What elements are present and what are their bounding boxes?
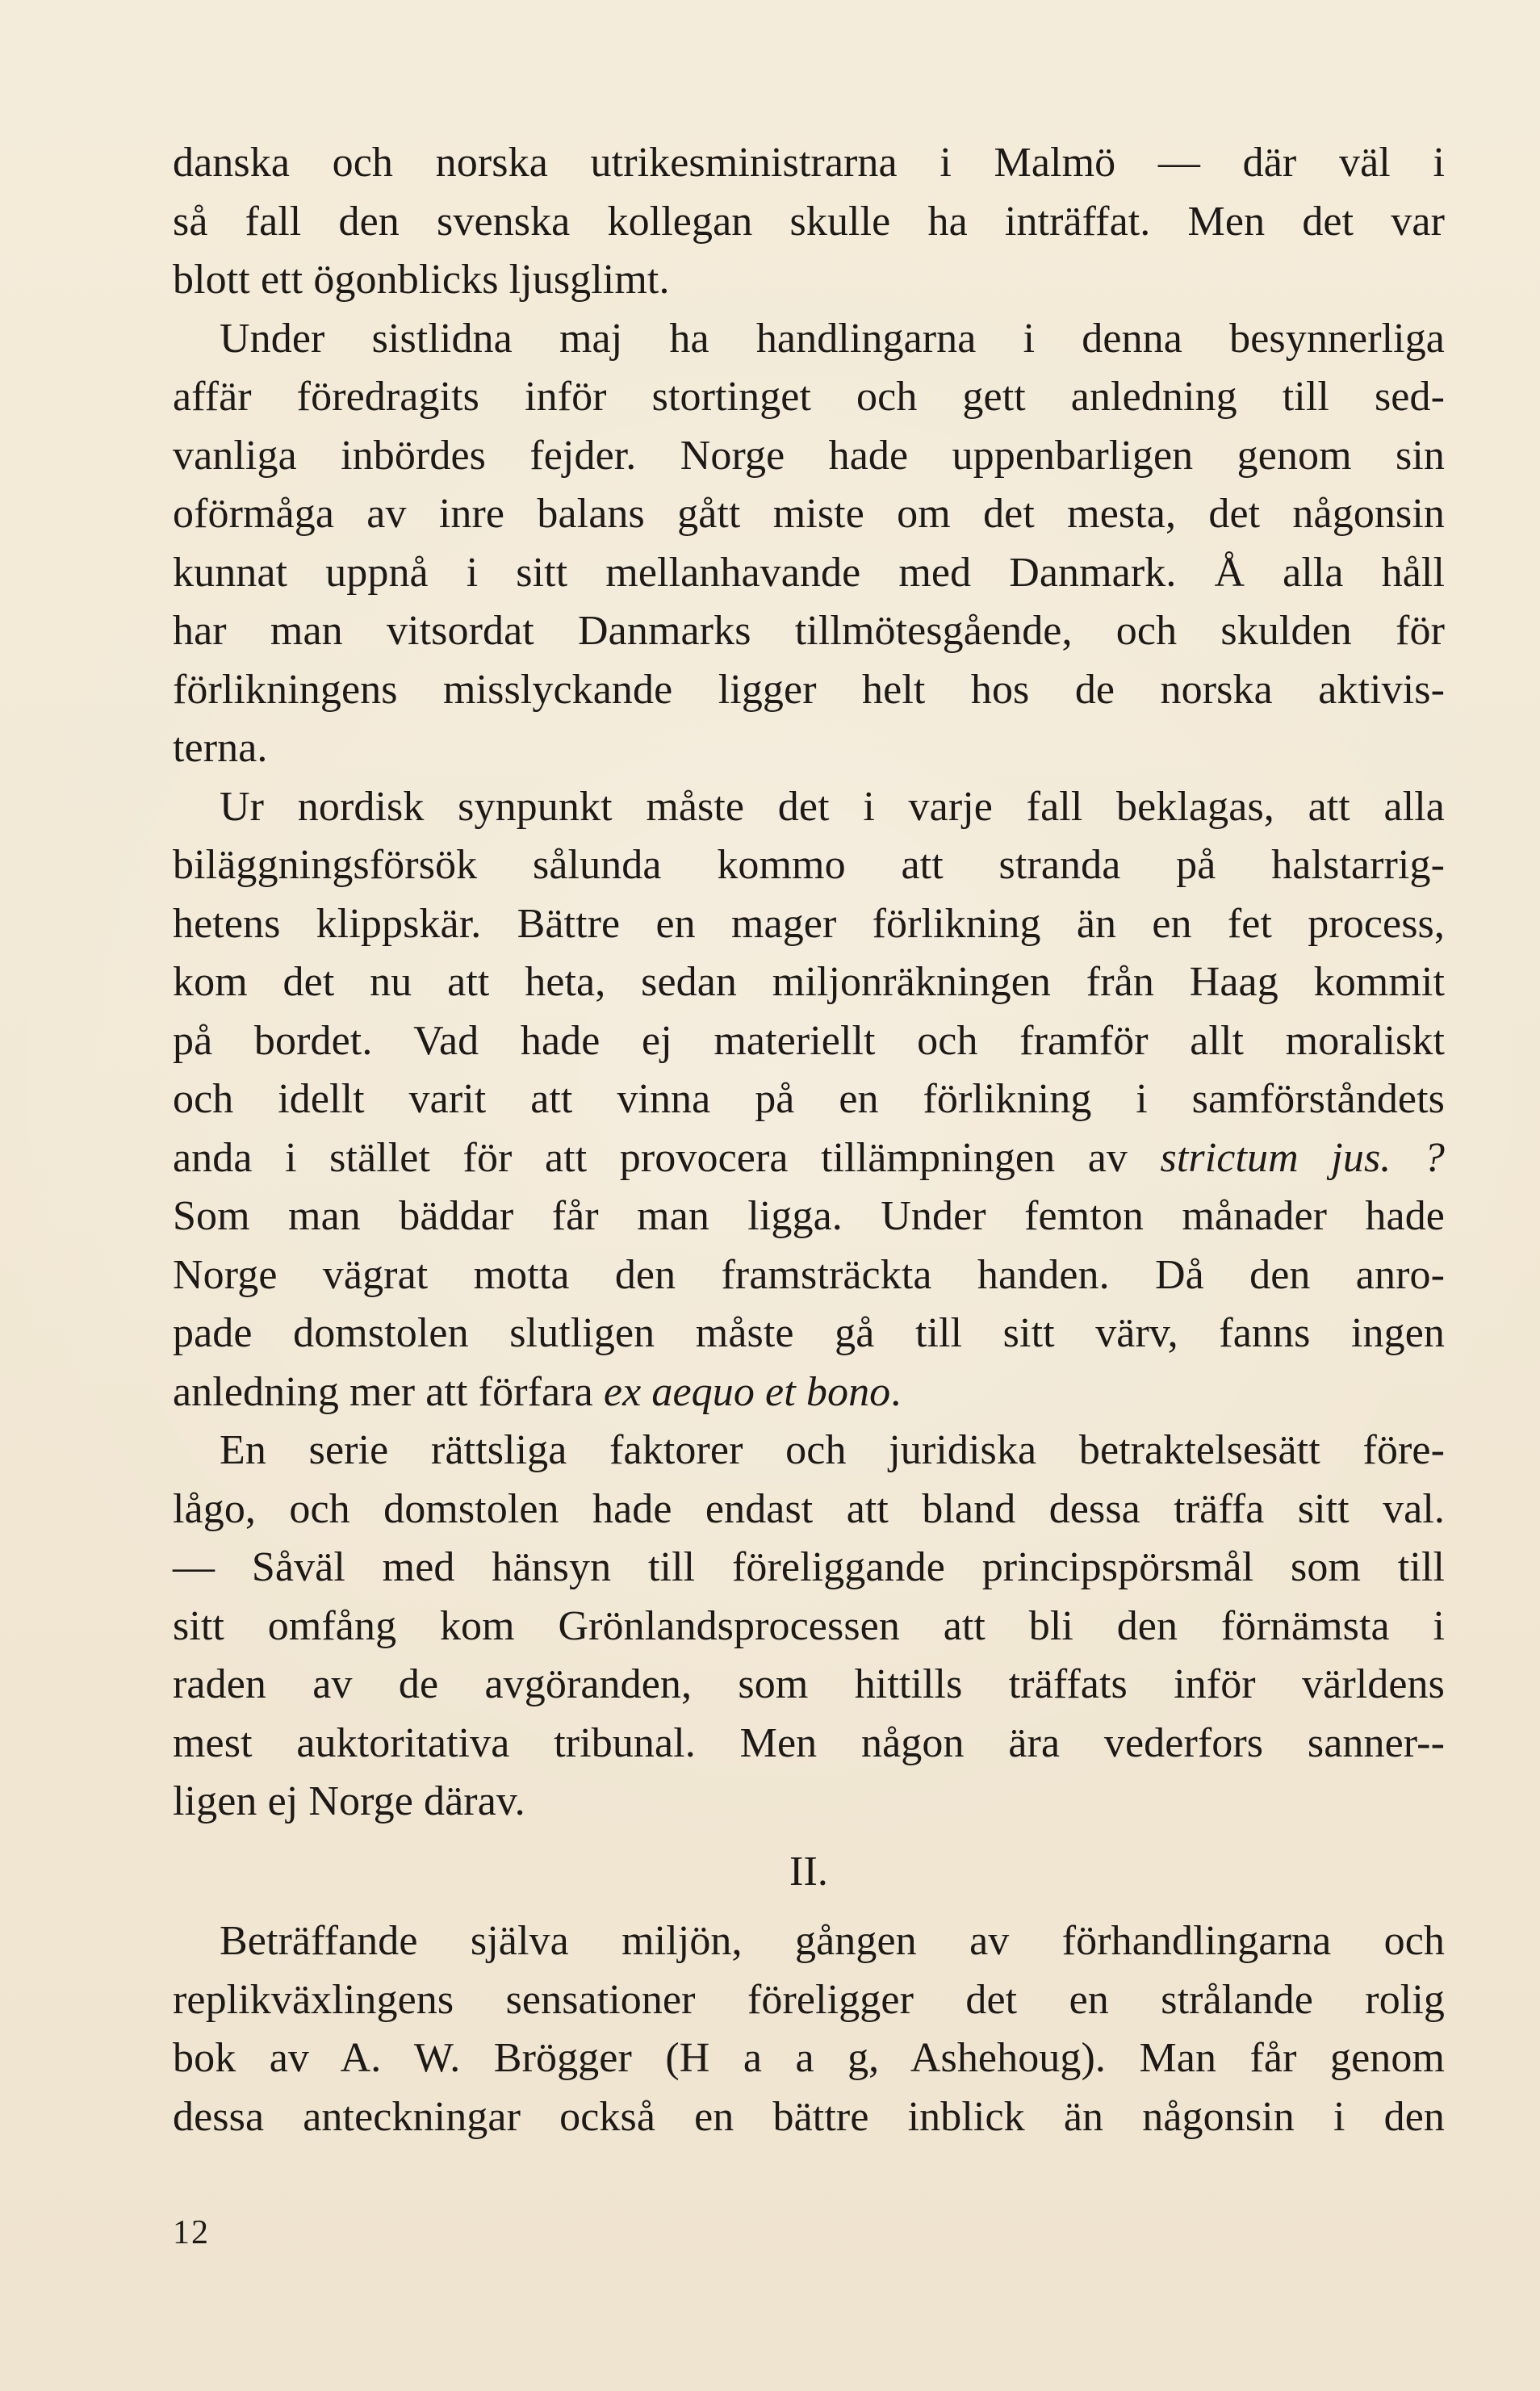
text-line: har man vitsordat Danmarks tillmötesgående, och skulden för [173,608,1445,654]
text-line: dessa anteckningar också en bättre inblick än någonsin i den [173,2093,1445,2140]
text-line: på bordet. Vad hade ej materiellt och framför allt moraliskt [173,1017,1445,1064]
italic-text: ? [1391,1134,1446,1181]
text-line: hetens klippskär. Bättre en mager förlikning än en fet process, [173,900,1445,947]
text-line: Under sistlidna maj ha handlingarna i denna besynnerliga [220,315,1445,362]
text-line: En serie rättsliga faktorer och juridiska betraktelsesätt före- [220,1427,1445,1473]
text-line: ligen ej Norge därav. [173,1778,525,1824]
text-line: replikväxlingens sensationer föreligger det en strålande rolig [173,1976,1445,2023]
text-line: Norge vägrat motta den framsträckta handen. Då den anro- [173,1251,1445,1298]
text-line: lågo, och domstolen hade endast att bland dessa träffa sitt val. [173,1485,1445,1532]
text-segment: anda i stället för att provocera tillämpningen av [173,1134,1161,1181]
text-line: kom det nu att heta, sedan miljonräkningen från Haag kommit [173,959,1445,1005]
italic-text: strictum jus. [1160,1134,1391,1181]
text-line: sitt omfång kom Grönlandsprocessen att bli den förnämsta i [173,1602,1445,1649]
text-line: oförmåga av inre balans gått miste om det mesta, det någonsin [173,491,1445,537]
text-line: blott ett ögonblicks ljusglimt. [173,257,670,303]
text-line: så fall den svenska kollegan skulle ha inträffat. Men det var [173,198,1445,245]
text-line: biläggningsförsök sålunda kommo att stranda på halstarrig- [173,842,1445,888]
text-line: danska och norska utrikesministrarna i Malmö — där väl i [173,140,1445,186]
text-line: förlikningens misslyckande ligger helt hos de norska aktivis- [173,666,1445,713]
page-number: 12 [173,2214,210,2251]
text-segment: anledning mer att förfara [173,1368,604,1415]
text-line: Som man bäddar får man ligga. Under femton månader hade [173,1193,1445,1239]
text-line: kunnat uppnå i sitt mellanhavande med Danmark. Å alla håll [173,549,1445,596]
text-line: vanliga inbördes fejder. Norge hade uppenbarligen genom sin [173,432,1445,479]
text-segment: . [890,1368,902,1415]
text-line: pade domstolen slutligen måste gå till sitt värv, fanns ingen [173,1310,1445,1356]
text-line: — Såväl med hänsyn till föreliggande principspörsmål som till [173,1544,1445,1590]
text-line: affär föredragits inför stortinget och gett anledning till sed- [173,374,1445,420]
text-line: och idellt varit att vinna på en förlikning i samförståndets [173,1076,1445,1122]
text-line: terna. [173,725,268,771]
section-heading: II. [789,1848,828,1895]
text-line-with-italic [173,1363,1445,1422]
text-line: raden av de avgöranden, som hittills träffats inför världens [173,1661,1445,1707]
text-line: mest auktoritativa tribunal. Men någon ära vederfors sanner-- [173,1719,1445,1766]
text-line: Ur nordisk synpunkt måste det i varje fall beklagas, att alla [220,783,1445,830]
text-line-with-italic [173,1129,1445,1188]
text-line: bok av A. W. Brögger (H a a g, Ashehoug). Man får genom [173,2035,1445,2081]
italic-text: ex aequo et bono [603,1368,891,1415]
body-text [173,134,1445,2146]
text-line: Beträffande själva miljön, gången av förhandlingarna och [220,1918,1445,1964]
